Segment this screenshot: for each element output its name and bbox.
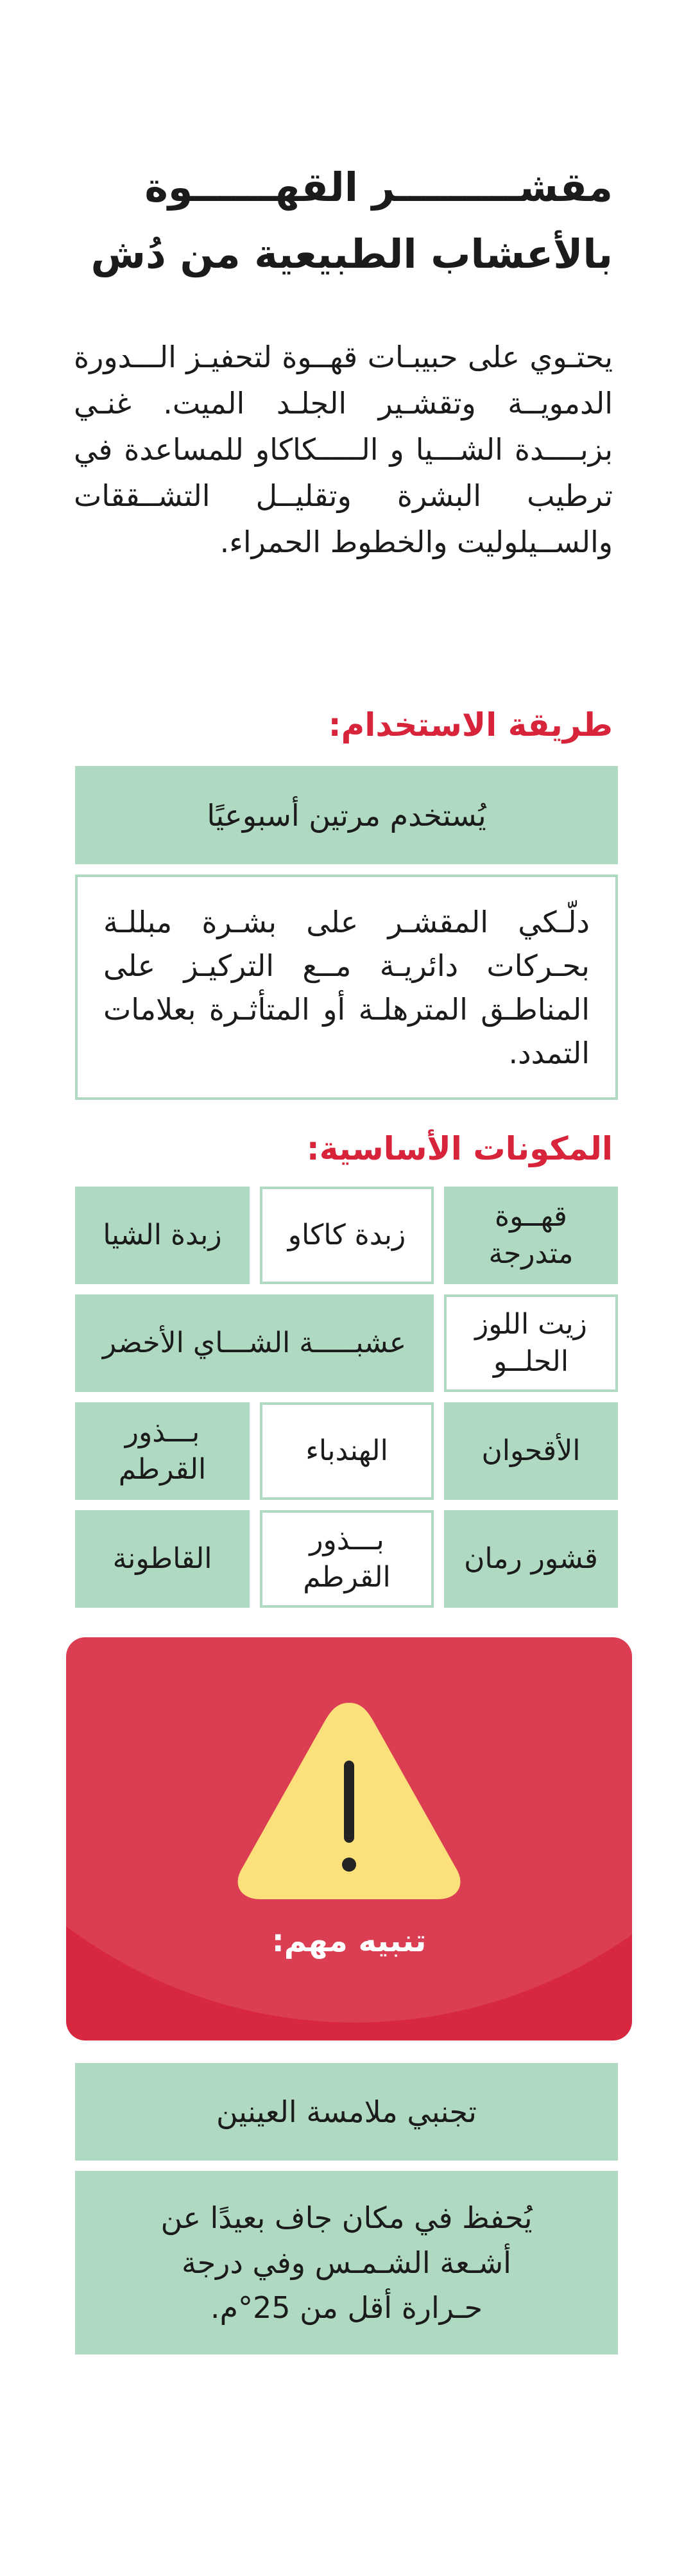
- ingredient-label: زبدة كاكاو: [287, 1219, 406, 1251]
- ingredient-cell: [260, 1510, 434, 1608]
- warning-label: تنبيه مهم:: [271, 1923, 427, 1959]
- usage-frequency-text: يُستخدم مرتين أسبوعيًا: [207, 797, 486, 833]
- ingredient-label: زيت اللوز الحلــو: [475, 1308, 587, 1378]
- ingredient-label: الأقحوان: [481, 1434, 581, 1467]
- ingredient-label: بـــذور القرطم: [118, 1416, 207, 1486]
- warning-triangle-icon: [228, 1690, 470, 1912]
- ingredient-cell: [75, 1294, 434, 1392]
- ingredient-cell: [75, 1187, 250, 1284]
- ingredient-label: الهندباء: [305, 1434, 388, 1467]
- usage-instructions: [75, 875, 618, 1100]
- product-description: يحتـوي على حبيبـات قهــوة لتحفيـز الـــدورة الدمويــة وتقشـير الجلـد الميت. غنـي بزبــــدة الشـــيا و الـــــكاكاو للمساعدة في ترطيب البشرة وتقليــل التشــققات والســيلوليت والخطوط الحمراء.: [74, 340, 613, 559]
- ingredient-cell: [260, 1402, 434, 1500]
- ingredient-label: قشور رمان: [464, 1542, 598, 1575]
- ingredient-label: القاطونة: [112, 1542, 212, 1575]
- ingredient-label: عشبـــــة الشـــاي الأخضر: [102, 1327, 407, 1359]
- ingredient-cell: [444, 1510, 618, 1608]
- ingredient-cell: [75, 1402, 250, 1500]
- ingredient-label: قهــوة متدرجة: [488, 1200, 574, 1270]
- ingredient-label: زبدة الشيا: [103, 1219, 222, 1251]
- warning-card: [66, 1637, 632, 2041]
- page-title: مقشـــــــــر القهــــــوة بالأعشاب الطبيعية من دُش: [90, 164, 613, 277]
- usage-instructions-text: دلّـكي المقشـر على بشـرة مبللـة بحـركات دائريـة مــع التركيـز على المناطـق المترهلـة أو المتأثـرة بعلامات التمدد.: [103, 904, 590, 1070]
- ingredient-cell: [444, 1402, 618, 1500]
- ingredients-heading: المكونات الأساسية:: [306, 1130, 613, 1167]
- storage-note: [75, 2171, 618, 2354]
- ingredient-cell: [75, 1510, 250, 1608]
- warning-note-text: تجنبي ملامسة العينين: [216, 2094, 477, 2129]
- usage-heading: طريقة الاستخدام:: [328, 706, 613, 744]
- warning-note: [75, 2063, 618, 2161]
- ingredient-label: بـــذور القرطم: [303, 1524, 391, 1594]
- storage-note-text: يُحفظ في مكان جاف بعيدًا عن أشـعة الشـمـس وفي درجة حـرارة أقل من 25°م.: [160, 2200, 533, 2325]
- usage-frequency: [75, 766, 618, 864]
- ingredient-cell: [260, 1187, 434, 1284]
- ingredient-cell: [444, 1187, 618, 1284]
- ingredient-cell: [444, 1294, 618, 1392]
